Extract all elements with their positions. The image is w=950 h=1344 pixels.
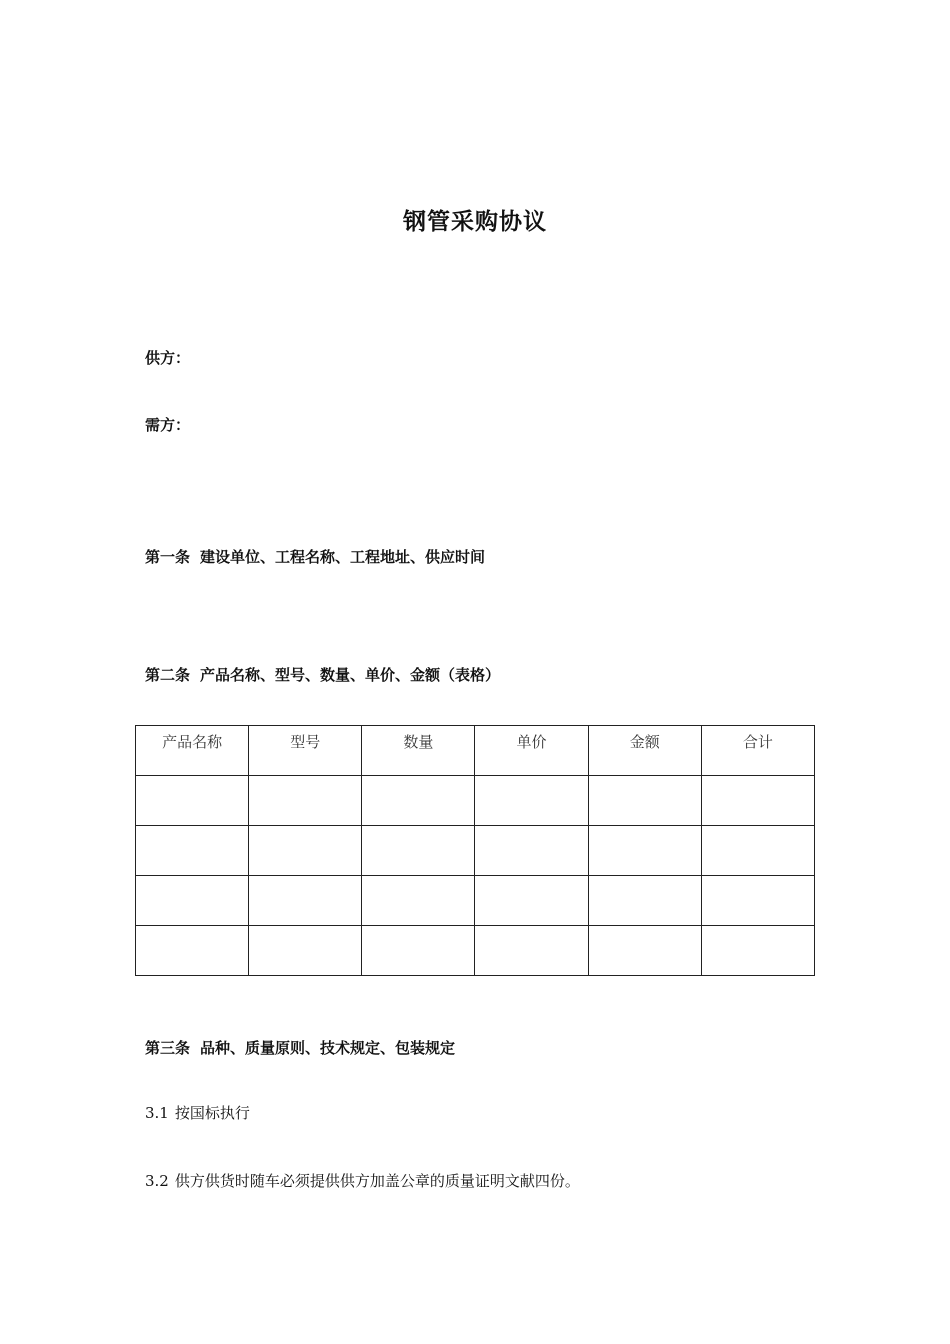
table-cell	[249, 826, 362, 876]
header-quantity: 数量	[362, 726, 475, 776]
table-cell	[475, 776, 588, 826]
table-cell	[588, 876, 701, 926]
table-row	[136, 876, 815, 926]
clause-text: 供方供货时随车必须提供供方加盖公章的质量证明文献四份。	[174, 1172, 580, 1190]
header-product-name: 产品名称	[136, 726, 249, 776]
table-cell	[475, 926, 588, 976]
clause-text: 按国标执行	[174, 1104, 250, 1122]
table-row	[136, 776, 815, 826]
product-table	[135, 725, 815, 976]
table-cell	[475, 876, 588, 926]
clause-3-2	[145, 1170, 580, 1191]
table-cell	[362, 776, 475, 826]
header-model: 型号	[249, 726, 362, 776]
article-3-heading	[145, 1037, 455, 1058]
header-unit-price: 单价	[475, 726, 588, 776]
table-cell	[249, 776, 362, 826]
supplier-label: 供方：	[145, 349, 191, 367]
table-cell	[362, 826, 475, 876]
table-cell	[249, 876, 362, 926]
table-cell	[475, 826, 588, 876]
buyer-label: 需方：	[145, 416, 191, 434]
document-title: 钢管采购协议	[403, 209, 547, 235]
table-row	[136, 926, 815, 976]
table-cell	[136, 776, 249, 826]
table-cell	[362, 926, 475, 976]
article-number: 第一条	[145, 548, 191, 566]
clause-3-1	[145, 1102, 250, 1123]
table-header-row	[136, 726, 815, 776]
article-1-heading	[145, 546, 485, 567]
table-row	[136, 826, 815, 876]
table-cell	[701, 876, 814, 926]
table-cell	[136, 926, 249, 976]
header-total: 合计	[701, 726, 814, 776]
header-amount: 金额	[588, 726, 701, 776]
table-cell	[701, 776, 814, 826]
article-title: 建设单位、工程名称、工程地址、供应时间	[200, 548, 486, 566]
table-cell	[588, 926, 701, 976]
clause-number: 3.1	[145, 1104, 169, 1122]
table-cell	[136, 826, 249, 876]
article-title: 品种、质量原则、技术规定、包装规定	[200, 1039, 456, 1057]
table-cell	[362, 876, 475, 926]
table-cell	[136, 876, 249, 926]
article-number: 第三条	[145, 1039, 191, 1057]
article-2-heading	[145, 664, 500, 685]
clause-number: 3.2	[145, 1172, 169, 1190]
table-cell	[701, 826, 814, 876]
table-cell	[588, 826, 701, 876]
table-cell	[701, 926, 814, 976]
article-number: 第二条	[145, 666, 191, 684]
article-title: 产品名称、型号、数量、单价、金额（表格）	[200, 666, 501, 684]
table-cell	[249, 926, 362, 976]
table-cell	[588, 776, 701, 826]
